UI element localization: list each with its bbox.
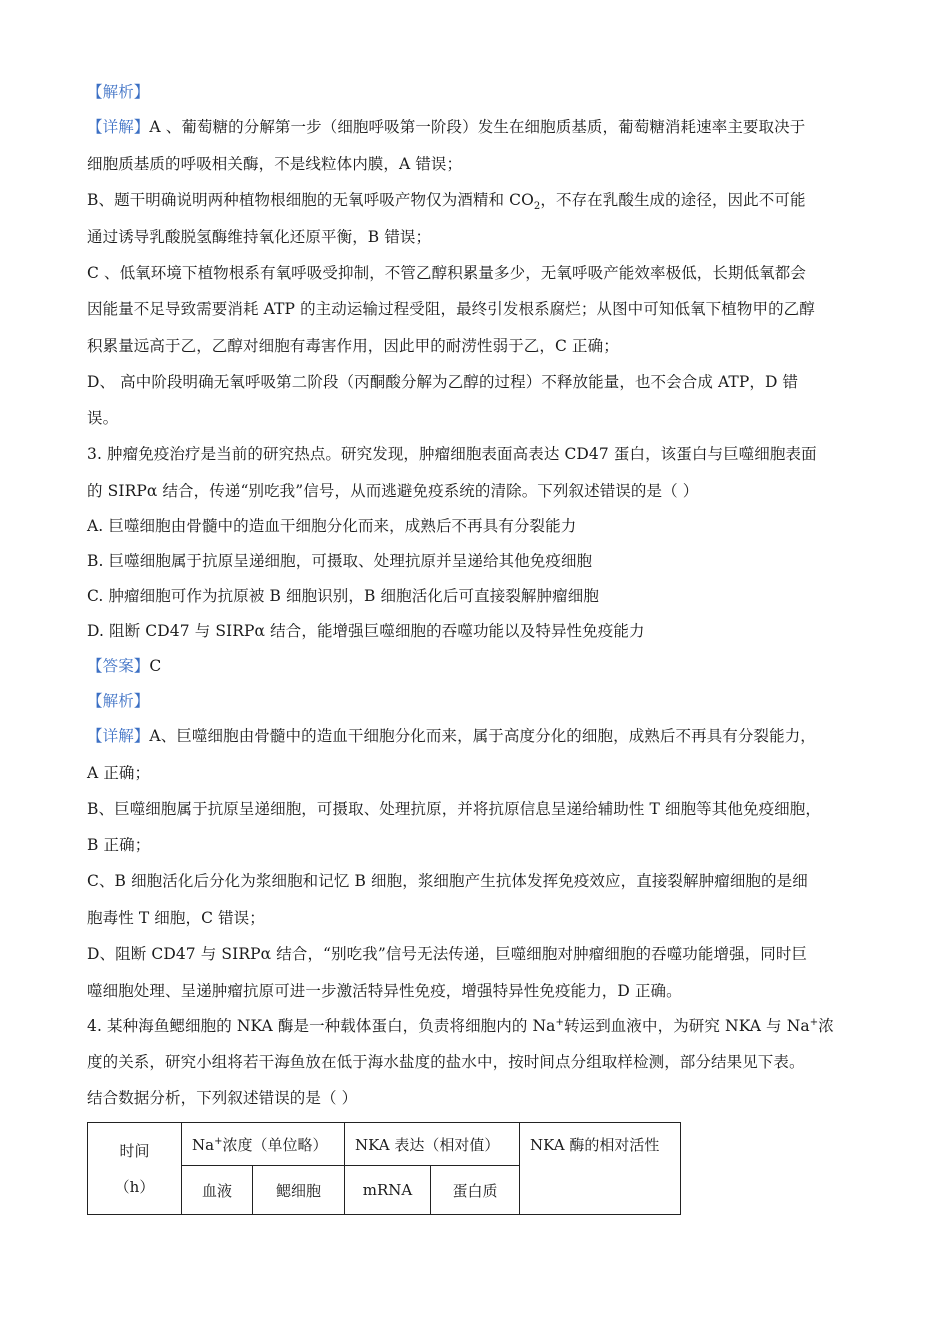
detail-c-line-3: 积累量远高于乙，乙醇对细胞有毒害作用，因此甲的耐涝性弱于乙，C 正确； [87,337,619,355]
q3-detail-b-line-1: B、巨噬细胞属于抗原呈递细胞，可摄取、处理抗原，并将抗原信息呈递给辅助性 T 细胞等其他免疫细胞， [87,800,821,818]
na-header-text: 浓度（单位略） [222,1135,328,1154]
answer-tag: 【答案】 [87,657,150,675]
q3-detail-tag: 【详解】 [87,727,150,745]
time-header-cell [88,1123,182,1215]
nka-data-table [87,1122,681,1215]
answer-value: C [149,657,162,675]
q3-detail-b-line-2: B 正确； [87,836,151,854]
na-concentration-header [182,1123,345,1166]
time-header-unit: （h） [114,1177,155,1196]
na-header-symbol: Na [192,1135,215,1154]
subheader-mrna: mRNA [345,1166,431,1215]
detail-c-line-1: C 、低氧环境下植物根系有氧呼吸受抑制，不管乙醇积累量多少，无氧呼吸产能效率极低，长期低氧都会 [87,264,806,282]
q3-detail-a-text: A、巨噬细胞由骨髓中的造血干细胞分化而来，属于高度分化的细胞，成熟后不再具有分裂能力， [149,727,816,745]
q3-detail-a-line-1 [87,726,816,746]
detail-b-text-a: B、题干明确说明两种植物根细胞的无氧呼吸产物仅为酒精和 CO [87,191,534,209]
detail-b-text-b: ，不存在乳酸生成的途径，因此不可能 [540,191,806,209]
q3-detail-d-line-2: 噬细胞处理、呈递肿瘤抗原可进一步激活特异性免疫，增强特异性免疫能力，D 正确。 [87,982,682,1000]
detail-d-line-2: 误。 [87,409,119,427]
q3-detail-d-line-1: D、阻断 CD47 与 SIRPα 结合，“别吃我”信号无法传递，巨噬细胞对肿瘤细胞的吞噬功能增强，同时巨 [87,945,808,963]
na-superscript: + [555,1016,564,1028]
q4-stem-text-c: 浓 [818,1017,834,1035]
q4-stem-line-3: 结合数据分析，下列叙述错误的是（ ） [87,1089,358,1107]
q3-stem-line-2: 的 SIRPα 结合，传递“别吃我”信号，从而逃避免疫系统的清除。下列叙述错误的是（ ） [87,482,699,500]
subheader-protein: 蛋白质 [431,1166,520,1215]
q3-option-a: A. 巨噬细胞由骨髓中的造血干细胞分化而来，成熟后不再具有分裂能力 [87,517,577,535]
time-header-label: 时间 [119,1141,150,1160]
table-header-row [88,1123,681,1166]
q4-stem-line-1 [87,1016,834,1036]
nka-expression-header: NKA 表达（相对值） [345,1123,520,1166]
analysis-tag: 【解析】 [87,83,150,101]
q3-stem-line-1: 3. 肿瘤免疫治疗是当前的研究热点。研究发现，肿瘤细胞表面高表达 CD47 蛋白，该蛋白与巨噬细胞表面 [87,445,817,463]
q3-analysis-tag: 【解析】 [87,692,150,710]
detail-b-line-2: 通过诱导乳酸脱氢酶维持氧化还原平衡，B 错误； [87,228,432,246]
subheader-blood: 血液 [182,1166,253,1215]
nka-activity-header: NKA 酶的相对活性 [520,1123,681,1215]
na-header-superscript: + [214,1135,223,1147]
detail-d-line-1: D、 高中阶段明确无氧呼吸第二阶段（丙酮酸分解为乙醇的过程）不释放能量，也不会合成 ATP，D 错 [87,373,799,391]
q3-answer-line [87,656,161,676]
detail-a-text: A 、葡萄糖的分解第一步（细胞呼吸第一阶段）发生在细胞质基质，葡萄糖消耗速率主要取决于 [149,118,806,136]
detail-a-line-2: 细胞质基质的呼吸相关酶，不是线粒体内膜，A 错误； [87,155,463,173]
q3-option-b: B. 巨噬细胞属于抗原呈递细胞，可摄取、处理抗原并呈递给其他免疫细胞 [87,552,593,570]
q4-stem-text-b: 转运到血液中，为研究 NKA 与 Na [564,1017,810,1035]
q3-detail-c-line-1: C、B 细胞活化后分化为浆细胞和记忆 B 细胞，浆细胞产生抗体发挥免疫效应，直接裂解肿瘤细胞的是细 [87,872,808,890]
detail-b-line-1 [87,190,806,213]
detail-a-line-1 [87,117,805,137]
subheader-gill-cell: 鳃细胞 [253,1166,345,1215]
q3-detail-a-line-2: A 正确； [87,764,151,782]
q3-detail-c-line-2: 胞毒性 T 细胞，C 错误； [87,909,265,927]
na-superscript-2: + [809,1016,819,1028]
co2-subscript: 2 [533,201,541,213]
q4-stem-text-a: 4. 某种海鱼鳃细胞的 NKA 酶是一种载体蛋白，负责将细胞内的 Na [87,1017,556,1035]
detail-c-line-2: 因能量不足导致需要消耗 ATP 的主动运输过程受阻，最终引发根系腐烂；从图中可知低氧下植物甲的乙醇 [87,300,815,318]
detail-tag: 【详解】 [87,118,150,136]
q4-stem-line-2: 度的关系，研究小组将若干海鱼放在低于海水盐度的盐水中，按时间点分组取样检测，部分结果见下表。 [87,1053,805,1071]
q3-option-d: D. 阻断 CD47 与 SIRPα 结合，能增强巨噬细胞的吞噬功能以及特异性免疫能力 [87,622,645,640]
q3-option-c: C. 肿瘤细胞可作为抗原被 B 细胞识别，B 细胞活化后可直接裂解肿瘤细胞 [87,587,599,605]
